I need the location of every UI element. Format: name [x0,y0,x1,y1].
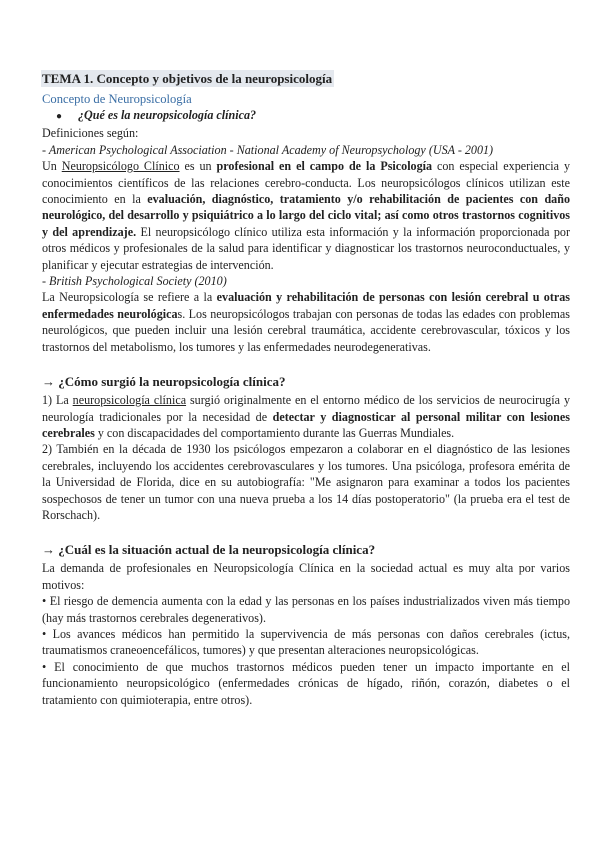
heading-current: → ¿Cuál es la situación actual de la neuropsicología clínica? [42,542,376,558]
text: 1) La [42,393,73,408]
section-subtitle: Concepto de Neuropsicología [42,92,192,107]
paragraph-definition-2 [42,289,570,355]
bold-text: evaluación y rehabilitación de personas con lesión cerebral u otras enfermedades neurológica [42,290,570,321]
paragraph-origin-2: 2) También en la década de 1930 los psicólogos empezaron a colaborar en el diagnóstico de las lesiones cerebrales, incluyendo los accidentes cerebrovasculares y los tumores. Una psicóloga, profesora emérita de la Universidad de Florida, dice en su autobiografía: "Me asignaron para examinar a todos los pacientes sospechosos de tener un tumor con una nueva prueba a los 14 días postoperatorio" (la prueba era el test de Rorschach). [42,442,570,522]
paragraph-definition-1 [42,158,570,273]
underlined-term: neuropsicología clínica [72,393,187,408]
underlined-term: Neuropsicólogo Clínico [61,159,180,174]
text: Un [42,159,62,174]
bold-text: detectar y diagnosticar al personal militar con lesiones cerebrales [42,409,570,440]
bold-text: evaluación, diagnóstico, tratamiento y/o rehabilitación de pacientes con daño neurológico, del desarrollo y psiquiátrico a lo largo del ciclo vital; así como otros trastornos cognitivos y del aprendizaje. [42,192,570,239]
paragraph-origin-1 [42,392,570,441]
bullet-question-text: ¿Qué es la neuropsicología clínica? [78,108,257,123]
text: es un [179,159,217,174]
text: El neuropsicólogo clínico utiliza esta información y la información proporcionada por otros médicos y profesionales de la salud para identificar y diagnosticar los trastornos neuroconductuales, y planificar y ejecutar estrategias de intervención. [42,224,570,272]
bold-text: profesional en el campo de la Psicología [216,159,433,174]
bullet-question [42,107,570,125]
definitions-intro: Definiciones según: [42,126,139,141]
bullet-dot-icon: ● [56,111,63,123]
text: La Neuropsicología se refiere a la [42,290,217,305]
paragraph-current-intro: La demanda de profesionales en Neuropsicología Clínica en la sociedad actual es muy alta por varios motivos: [42,561,570,592]
text: con especial experiencia y conocimientos científicos de las relaciones cerebro-conducta. Los neuropsicólogos clínicos utilizan este conocimiento en la [42,159,570,207]
source-bps: - British Psychological Society (2010) [42,274,227,289]
text: surgió originalmente en el entorno médico de los servicios de neurocirugía y neurología tradicionales por la necesidad de [42,393,570,424]
list-item: • El riesgo de demencia aumenta con la edad y las personas en los países industrializados viven más tiempo (hay más trastornos cerebrales degenerativos). [42,594,570,625]
text: y con discapacidades del comportamiento durante las Guerras Mundiales. [94,425,455,440]
document-page [42,70,570,708]
text: s. Los neuropsicólogos trabajan con personas de todas las edades con problemas neurológicos, que pueden incluir una lesión cerebral traumática, accidente cerebrovascular, tóxicos y los trastornos del metabolismo, los tumores y las enfermedades neurodegenerativas. [42,306,570,354]
list-item: • El conocimiento de que muchos trastornos médicos pueden tener un impacto importante en el funcionamiento neuropsicológico (enfermedades crónicas de hígado, riñón, corazón, diabetes o el tratamiento con quimioterapia, entre otros). [42,659,570,707]
heading-origin: → ¿Cómo surgió la neuropsicología clínica? [42,374,286,390]
page-title: TEMA 1. Concepto y objetivos de la neuropsicología [42,71,333,86]
source-apa: - American Psychological Association - National Academy of Neuropsychology (USA - 2001) [42,142,494,157]
list-item: • Los avances médicos han permitido la supervivencia de más personas con daños cerebrales (ictus, traumatismos craneoencefálicos, tumores) y que presentan alteraciones neuropsicológicas. [42,626,570,658]
